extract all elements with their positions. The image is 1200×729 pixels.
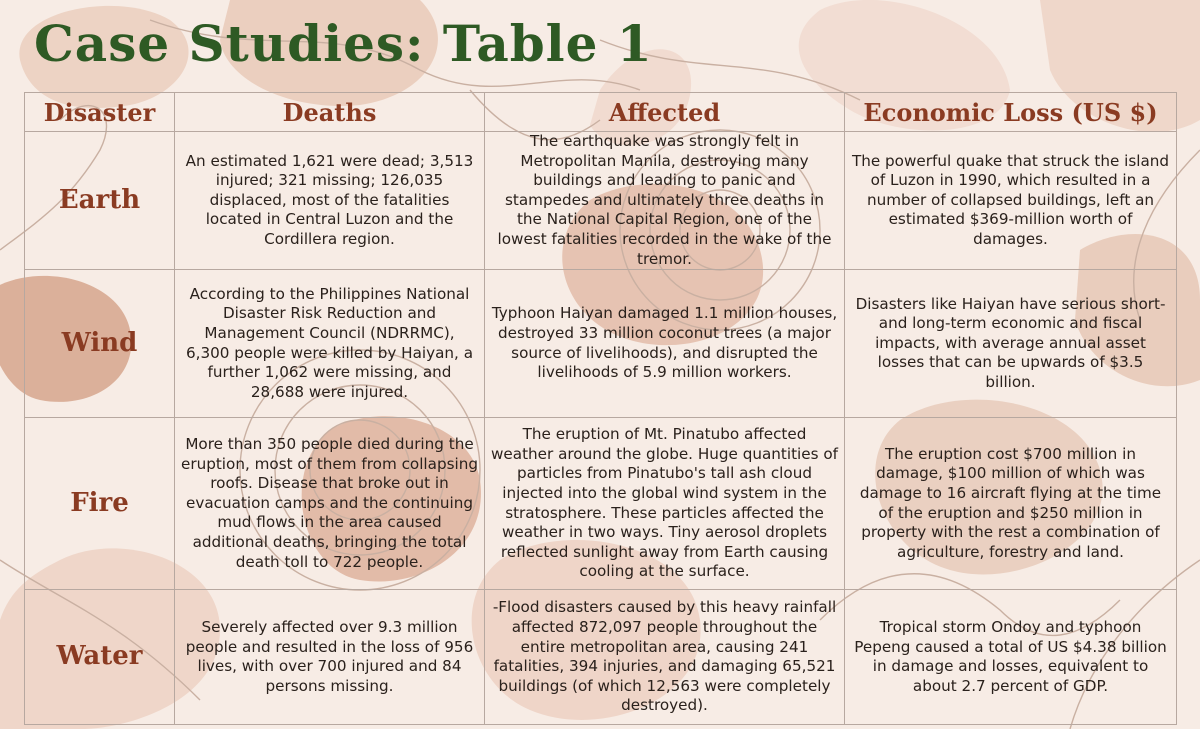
deaths-cell: An estimated 1,621 were dead; 3,513 injured; 321 missing; 126,035 displaced, most of the fatalities located in Central Luzon and the Cordillera region. — [175, 132, 485, 270]
affected-cell: The eruption of Mt. Pinatubo affected weather around the globe. Huge quantities of particles from Pinatubo's tall ash cloud injected into the global wind system in the stratosphere. These particles affected the weather in two ways. Tiny aerosol droplets reflected sunlight away from Earth causing cooling at the surface. — [485, 418, 845, 590]
table-row — [25, 270, 1177, 418]
table-row — [25, 132, 1177, 270]
header-economic-loss: Economic Loss (US $) — [845, 93, 1177, 132]
affected-cell: Typhoon Haiyan damaged 1.1 million houses, destroyed 33 million coconut trees (a major source of livelihoods), and disrupted the livelihoods of 5.9 million workers. — [485, 270, 845, 418]
deaths-cell: Severely affected over 9.3 million people and resulted in the loss of 956 lives, with over 700 injured and 84 persons missing. — [175, 590, 485, 725]
header-deaths: Deaths — [175, 93, 485, 132]
affected-cell: -Flood disasters caused by this heavy rainfall affected 872,097 people throughout the entire metropolitan area, causing 241 fatalities, 394 injuries, and damaging 65,521 buildings (of which 12,563 were completely destroyed). — [485, 590, 845, 725]
header-affected: Affected — [485, 93, 845, 132]
table-header-row — [25, 93, 1177, 132]
deaths-cell: More than 350 people died during the eruption, most of them from collapsing roofs. Disease that broke out in evacuation camps and the continuing mud flows in the area caused additional deaths, bringing the total death toll to 722 people. — [175, 418, 485, 590]
disaster-earth: Earth — [25, 132, 175, 270]
economic-loss-cell: Disasters like Haiyan have serious short- and long-term economic and fiscal impacts, with average annual asset losses that can be upwards of $3.5 billion. — [845, 270, 1177, 418]
disaster-fire: Fire — [25, 418, 175, 590]
economic-loss-cell: Tropical storm Ondoy and typhoon Pepeng caused a total of US $4.38 billion in damage and losses, equivalent to about 2.7 percent of GDP. — [845, 590, 1177, 725]
deaths-cell: According to the Philippines National Disaster Risk Reduction and Management Council (NDRRMC), 6,300 people were killed by Haiyan, a further 1,062 were missing, and 28,688 were injured. — [175, 270, 485, 418]
header-disaster: Disaster — [25, 93, 175, 132]
table-row — [25, 418, 1177, 590]
disaster-wind: Wind — [25, 270, 175, 418]
page-title: Case Studies: Table 1 — [34, 14, 653, 73]
table-row — [25, 590, 1177, 725]
economic-loss-cell: The powerful quake that struck the island of Luzon in 1990, which resulted in a number of collapsed buildings, left an estimated $369-million worth of damages. — [845, 132, 1177, 270]
case-studies-table — [24, 92, 1177, 725]
disaster-water: Water — [25, 590, 175, 725]
affected-cell: The earthquake was strongly felt in Metropolitan Manila, destroying many buildings and leading to panic and stampedes and ultimately three deaths in the National Capital Region, one of the lowest fatalities recorded in the wake of the tremor. — [485, 132, 845, 270]
economic-loss-cell: The eruption cost $700 million in damage, $100 million of which was damage to 16 aircraft flying at the time of the eruption and $250 million in property with the rest a combination of agriculture, forestry and land. — [845, 418, 1177, 590]
